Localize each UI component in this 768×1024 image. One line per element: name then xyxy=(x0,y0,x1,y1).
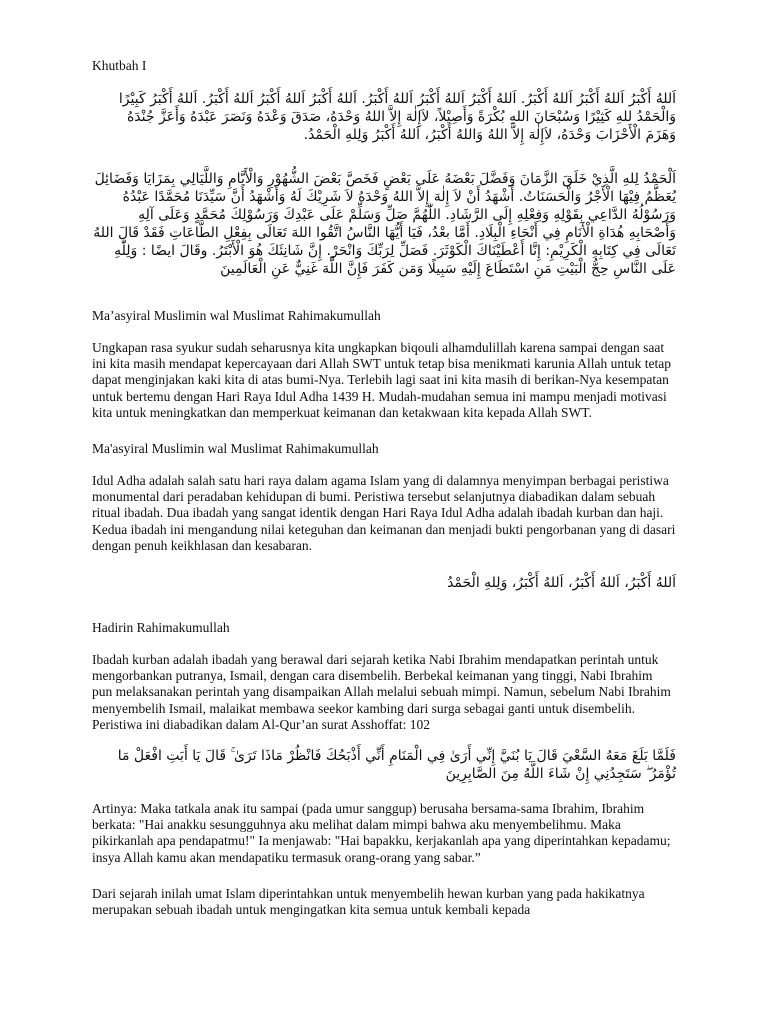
arabic-quran-verse: فَلَمَّا بَلَغَ مَعَهُ السَّعْيَ قَالَ يَا بُنَيَّ إِنِّي أَرَىٰ فِي الْمَنَامِ أَنِّي أَذْبَحُكَ فَانْظُرْ مَاذَا تَرَىٰ ۚ قَالَ يَا أَبَتِ افْعَلْ مَا تُؤْمَرُ ۖ سَتَجِدُنِي إِنْ شَاءَ اللَّهُ مِنَ الصَّابِرِينَ xyxy=(117,748,676,783)
document-title: Khutbah I xyxy=(92,58,147,73)
paragraph-idul-adha: Idul Adha adalah salah satu hari raya dalam agama Islam yang di dalamnya menyimpan berbagai peristiwa monumental dari peradaban kehidupan di bumi. Peristiwa tersebut selanjutnya diabadikan dalam sebuah ritual ibadah. Dua ibadah yang sangat identik dengan Hari Raya Idul Adha adalah ibadah kurban dan haji. Kedua ibadah ini mengandung nilai keteguhan dan keimanan dan menjadi bukti pengorbanan yang di dasari dengan penuh keikhlasan dan kesabaran. xyxy=(92,473,676,553)
arabic-takbir-short: اَللهُ أَكْبَرُ، اَللهُ أَكْبَرُ، اَللهُ أَكْبَرُ، وَلِلهِ الْحَمْدُ xyxy=(447,575,676,592)
arabic-takbir-opening: اَللهُ أَكْبَرُ اَللهُ أَكْبَرُ اَللهُ أَكْبَرُ. اَللهُ أَكْبَرُ اَللهُ أَكْبَرُ اَللهُ أَكْبَرُ. اَللهُ أَكْبَرُ اَللهُ أَكْبَرُ اَللهُ أَكْبَرُ. اَللهُ أَكْبَرُ كَبِيْرًا وَالْحَمْدُ للهِ كَثِيْرًا وَسُبْحَانَ اللهِ بُكْرَةً وَأَصِيْلاً، لاَإِلٰهَ إِلاَّ اللهُ وَحْدَهُ، صَدَقَ وَعْدَهُ وَنَصَرَ عَبْدَهُ وَأَعَزَّ جُنْدَهُ وَهَزَمَ الْأَحْزَابَ وَحْدَهُ، لاَإِلٰهَ إِلاَّ اللهُ وَاللهُ أَكْبَرُ، اَللهُ أَكْبَرُ وَلِلهِ الْحَمْدُ. xyxy=(118,91,676,143)
section-heading-1: Ma’asyiral Muslimin wal Muslimat Rahimakumullah xyxy=(92,308,381,323)
section-heading-3: Hadirin Rahimakumullah xyxy=(92,620,230,636)
paragraph-kurban-history: Ibadah kurban adalah ibadah yang berawal dari sejarah ketika Nabi Ibrahim mendapatkan perintah untuk mengorbankan putranya, Ismail, dengan cara disembelih. Berbekal keimanan yang tinggi, Nabi Ibrahim pun melaksanakan perintah yang disampaikan Allah melalui sebuah mimpi. Namun, sebelum Nabi Ibrahim menyembelih Ismail, malaikat membawa seekor kambing dari surga sebagai ganti untuk disembelih. Peristiwa ini diabadikan dalam Al-Qur’an surat Asshoffat: 102 xyxy=(92,652,671,732)
section-heading-2: Ma'asyiral Muslimin wal Muslimat Rahimakumullah xyxy=(92,441,379,457)
paragraph-translation: Artinya: Maka tatkala anak itu sampai (pada umur sanggup) berusaha bersama-sama Ibrahim, Ibrahim berkata: "Hai anakku sesungguhnya aku melihat dalam mimpi bahwa aku menyembelihmu. Maka pikirkanlah apa pendapatmu!" Ia menjawab: "Hai bapakku, kerjakanlah apa yang diperintahkan kepadamu; insya Allah kamu akan mendapatiku termasuk orang-orang yang sabar.” xyxy=(92,801,671,865)
arabic-hamdalah-paragraph: اَلْحَمْدُ لِلهِ الَّذِيْ خَلَقَ الزَّمَانَ وَفَضَّلَ بَعْضَهُ عَلَى بَعْضٍ فَخَصَّ بَعْضَ الشُّهُوْرِ وَالْأَيَّامِ وَاللَّيَالِي بِمَزَايَا وَفَضَائِلَ يُعَظَّمُ فِيْهَا الْأَجْرُ وَالْحَسَنَاتُ. أَشْهَدُ أَنْ لاَ إِلٰهَ إِلاَّ اللهُ وَحْدَهُ لاَ شَرِيْكَ لَهُ وَأَشْهَدُ أَنَّ سَيِّدَنَا مُحَمَّدًا عَبْدُهُ وَرَسُوْلُهُ الدَّاعِي بِقَوْلِهِ وَفِعْلِهِ إِلَى الرَّشَادِ. اللّٰهُمَّ صَلِّ وَسَلِّمْ عَلَى عَبْدِكَ وَرَسُوْلِكَ مُحَمَّدٍ وَعَلَى آلِهِ وَأَصْحَابِهِ هُدَاةِ الْأَنَامِ فِي أَنْحَاءِ الْبِلَادِ. أَمَّا بعْدُ، فَيَا أَيُّهَا النَّاسُ اتَّقُوا اللهَ تَعَالَى بِفِعْلِ الطَّاعَاتِ فَقَدْ قَالَ اللهُ تَعَالَى فِي كِتَابِهِ الْكَرِيْمِ: إِنَّا أَعْطَيْنَاكَ الْكَوْثَرَ. فَصَلِّ لِرَبِّكَ وَانْحَرْ. إِنَّ شَانِئَكَ هُوَ الْأَبْتَرُ. وقَالَ ايضًا : وَلِلّٰهِ عَلَى النَّاسِ حِجُّ الْبَيْتِ مَنِ اسْتَطَاعَ إِلَيْهِ سَبِيلًا وَمَن كَفَرَ فَإِنَّ اللَّهَ غَنِيٌّ عَنِ الْعَالَمِينَ xyxy=(93,171,676,277)
paragraph-gratitude: Ungkapan rasa syukur sudah seharusnya kita ungkapkan biqouli alhamdulillah karena sampai dengan saat ini kita masih mendapat kepercayaan dari Allah SWT untuk tetap bisa menikmati karunia Allah untuk tetap dapat menginjakan kaki kita di atas bumi-Nya. Terlebih lagi saat ini kita masih di berikan-Nya kesempatan untuk bertemu dengan Hari Raya Idul Adha 1439 H. Mudah-mudahan semua ini mampu menjadi motivasi kita untuk meningkatkan dan memperkuat keimanan dan ketakwaan kita kepada Allah SWT. xyxy=(92,340,671,420)
paragraph-closing: Dari sejarah inilah umat Islam diperintahkan untuk menyembelih hewan kurban yang pada hakikatnya merupakan sebuah ibadah untuk mengingatkan kita semua untuk kembali kepada xyxy=(92,885,645,918)
